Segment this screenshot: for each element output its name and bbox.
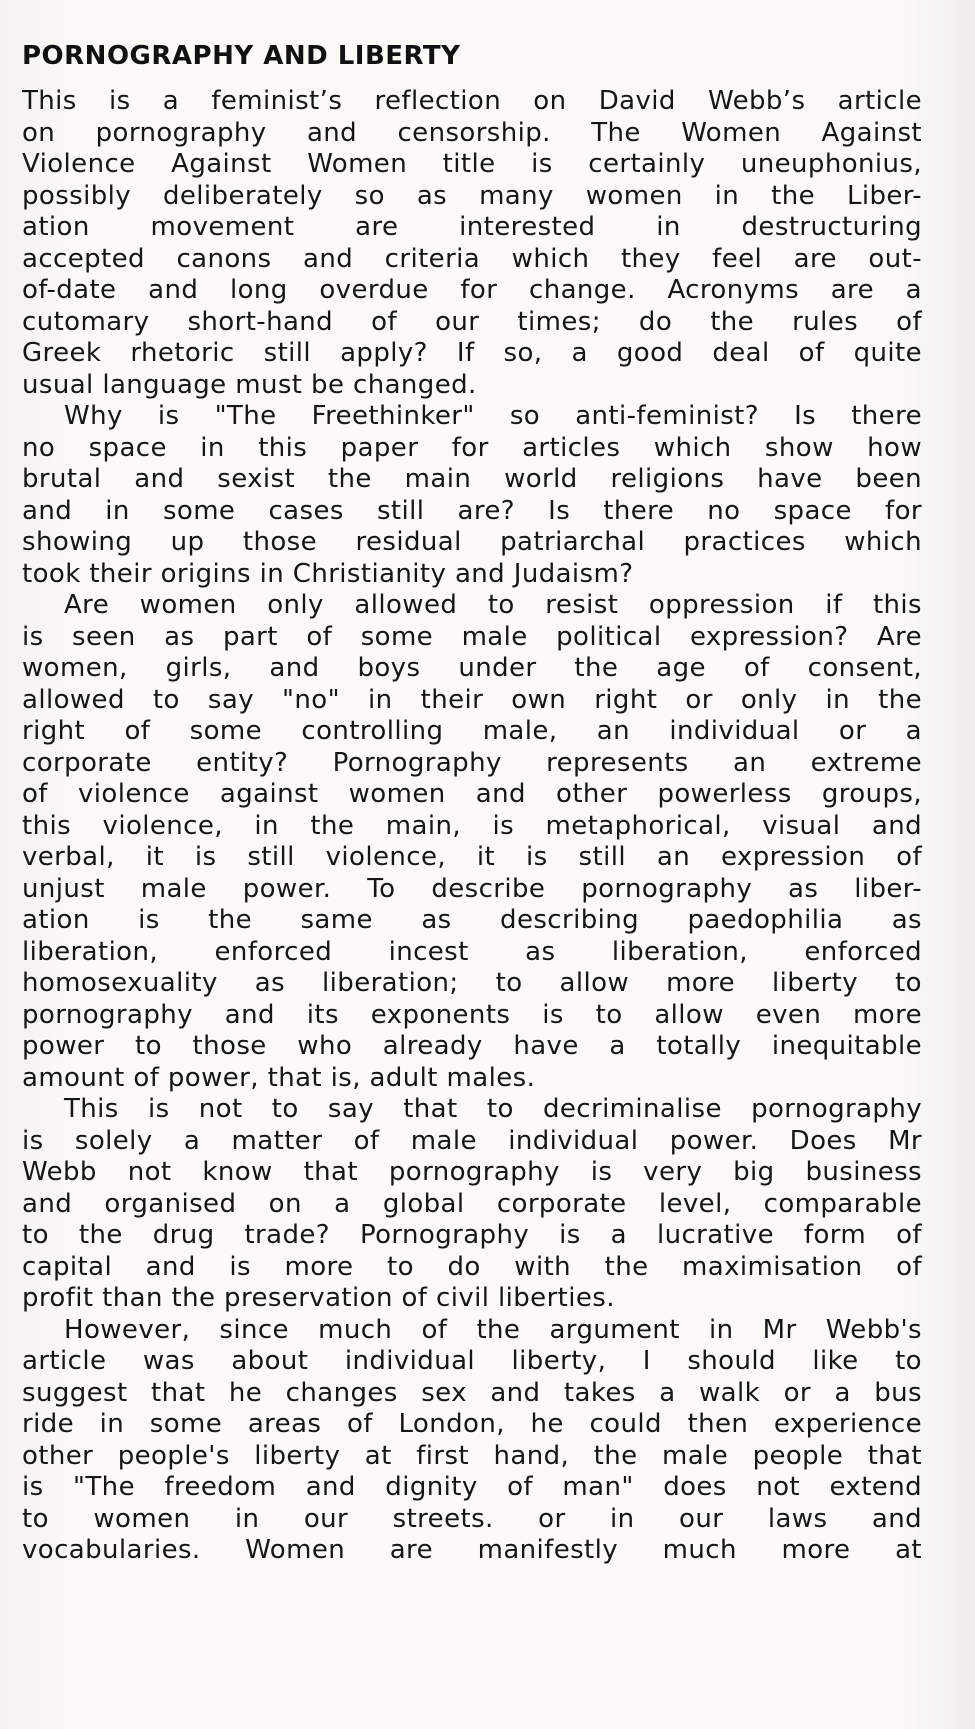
text-line: article was about individual liberty, I should like to (22, 1346, 922, 1376)
text-line: women, girls, and boys under the age of consent, (22, 653, 922, 683)
article-body (22, 86, 922, 1567)
text-line: cutomary short-hand of our times; do the rules of (22, 306, 922, 337)
text-line: right of some controlling male, an individual or a (22, 716, 922, 746)
text-line: pornography and its exponents is to allow even more (22, 999, 922, 1030)
text-line: liberation, enforced incest as liberation, enforced (22, 936, 922, 967)
text-line: allowed to say "no" in their own right or only in the (22, 684, 922, 715)
text-line: profit than the preservation of civil liberties. (22, 1283, 615, 1313)
text-line: on pornography and censorship. The Women Against (22, 117, 922, 148)
text-line: This is a feminist’s reflection on David Webb’s article (22, 86, 922, 116)
text-line: usual language must be changed. (22, 369, 477, 400)
text-line: Webb not know that pornography is very big business (22, 1157, 922, 1187)
text-line: power to those who already have a totally inequitable (22, 1031, 922, 1061)
text-line: is "The freedom and dignity of man" does not extend (22, 1472, 922, 1502)
text-line: brutal and sexist the main world religions have been (22, 464, 922, 494)
text-line: Greek rhetoric still apply? If so, a good deal of quite (22, 338, 922, 368)
text-line: amount of power, that is, adult males. (22, 1062, 536, 1093)
text-line: showing up those residual patriarchal practices which (22, 527, 922, 557)
text-line: to women in our streets. or in our laws and (22, 1503, 922, 1534)
text-line: of-date and long overdue for change. Acronyms are a (22, 275, 922, 305)
paragraph (22, 1315, 922, 1567)
text-line: is seen as part of some male political expression? Are (22, 621, 922, 652)
text-line: Violence Against Women title is certainly uneuphonius, (22, 149, 922, 179)
text-line: of violence against women and other powerless groups, (22, 779, 922, 809)
text-line: vocabularies. Women are manifestly much more at (22, 1535, 922, 1565)
text-line: ation is the same as describing paedophilia as (22, 905, 922, 935)
text-line: possibly deliberately so as many women in the Liber- (22, 180, 922, 211)
text-line: and organised on a global corporate level, comparable (22, 1188, 922, 1219)
article-title: PORNOGRAPHY AND LIBERTY (22, 41, 461, 71)
text-line: took their origins in Christianity and Judaism? (22, 558, 634, 589)
text-line: ride in some areas of London, he could then experience (22, 1409, 922, 1439)
text-line: this violence, in the main, is metaphorical, visual and (22, 810, 922, 841)
paragraph (22, 401, 922, 590)
text-line: corporate entity? Pornography represents an extreme (22, 747, 922, 778)
text-line: capital and is more to do with the maximisation of (22, 1251, 922, 1282)
text-line: homosexuality as liberation; to allow more liberty to (22, 968, 922, 998)
text-line: accepted canons and criteria which they feel are out- (22, 243, 922, 274)
text-line: ation movement are interested in destructuring (22, 212, 922, 242)
text-line: However, since much of the argument in Mr Webb's (64, 1314, 922, 1345)
text-line: other people's liberty at first hand, the male people that (22, 1440, 922, 1471)
paragraph (22, 1094, 922, 1315)
paragraph (22, 590, 922, 1094)
paragraph (22, 86, 922, 401)
text-line: unjust male power. To describe pornography as liber- (22, 873, 922, 904)
text-line: This is not to say that to decriminalise pornography (64, 1094, 922, 1124)
text-line: no space in this paper for articles which show how (22, 432, 922, 463)
text-line: and in some cases still are? Is there no space for (22, 495, 922, 526)
text-line: verbal, it is still violence, it is still an expression of (22, 842, 922, 872)
article-column (22, 40, 922, 1567)
text-line: Why is "The Freethinker" so anti-feminist? Is there (64, 401, 922, 431)
text-line: suggest that he changes sex and takes a walk or a bus (22, 1377, 922, 1408)
text-line: Are women only allowed to resist oppression if this (64, 590, 922, 620)
text-line: to the drug trade? Pornography is a lucrative form of (22, 1220, 922, 1250)
text-line: is solely a matter of male individual power. Does Mr (22, 1125, 922, 1156)
